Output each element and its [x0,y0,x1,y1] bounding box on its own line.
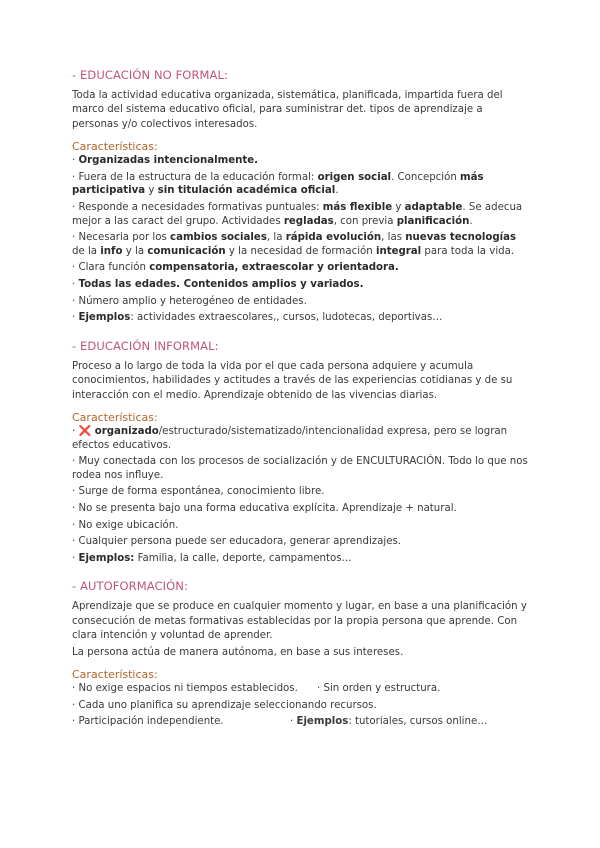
item-text: · Cualquier persona puede ser educadora, generar aprendizajes. [72,536,402,548]
item-text: , la [266,232,286,244]
list-item [72,535,528,549]
list-item [72,295,528,309]
characteristics-row [72,715,528,729]
list-item [72,552,528,566]
section-heading: - AUTOFORMACIÓN: [72,579,188,594]
item-text: . Se adecua mejor a las caract del grupo. Actividades [72,202,523,227]
bullet: · [290,716,297,728]
item-text: · Clara función [72,262,150,274]
characteristics-heading: Características: [72,140,158,154]
bold-term: cambios sociales [170,232,267,244]
list-item [72,519,528,533]
list-item [72,171,528,198]
item-text: · [72,155,79,167]
item-text: · Número amplio y heterogéneo de entidades. [72,295,307,307]
item-text: y [145,185,158,197]
item-text: · [72,312,79,324]
cross-icon: ❌ [78,425,95,437]
section-intro-2: La persona actúa de manera autónoma, en base a sus intereses. [72,646,404,658]
list-item: · No exige espacios ni tiempos establecidos. [72,682,298,694]
characteristics-row [72,682,528,696]
item-text: Familia, la calle, deporte, campamentos… [134,552,352,564]
bold-term: sin titulación académica oficial [157,185,336,197]
section-intro: Toda la actividad educativa organizada, sistemática, planificada, impartida fuera del marco del sistema educativo oficial, para suministrar det. tipos de aprendizaje a personas y/o colectivos interesados. [72,90,503,130]
item-text: · [72,425,79,437]
list-item [72,231,528,258]
list-item [72,485,528,499]
section-intro: Aprendizaje que se produce en cualquier momento y lugar, en base a una planificación y consecución de metas formativas establecidas por la propia persona que aprende. Con clara intención y voluntad de aprender. [72,601,527,642]
characteristics-list [72,154,528,325]
section-autoformacion [72,579,528,728]
item-text: y la [122,245,148,257]
item-text: . [469,215,473,227]
list-item: · Cada uno planifica su aprendizaje seleccionando recursos. [72,699,377,711]
list-item [72,311,528,325]
list-item [72,278,528,292]
list-item [290,715,487,729]
section-educacion-no-formal [72,68,528,325]
item-text: · Necesaria por los [72,232,171,244]
item-text: · Fuera de la estructura de la educación formal: [72,171,318,183]
item-text: , con previa [333,215,397,227]
bold-term: organizado [94,425,159,437]
bold-term: regladas [283,215,334,227]
list-item [72,154,528,168]
item-text: de la [72,245,101,257]
list-item [72,455,528,482]
bold-term: adaptable [404,202,463,213]
item-text: · Surge de forma espontánea, conocimiento libre. [72,486,325,498]
bold-term: compensatoria, extraescolar y orientadora. [149,262,399,274]
bold-term: más flexible [322,202,393,213]
bold-term: Ejemplos [296,716,349,728]
bold-term: info [100,245,123,257]
bold-term: integral [375,245,422,257]
section-heading: - EDUCACIÓN NO FORMAL: [72,68,229,82]
section-educacion-informal [72,339,528,566]
list-item [72,201,528,228]
item-text: · Responde a necesidades formativas puntuales: [72,202,323,213]
item-text: · No se presenta bajo una forma educativa explícita. Aprendizaje + natural. [72,502,457,514]
item-text: y [392,202,405,213]
item-text: : tutoriales, cursos online… [348,716,488,728]
characteristics-heading: Características: [72,667,158,681]
item-text: y la necesidad de formación [225,245,376,257]
list-item: · Sin orden y estructura. [317,682,441,694]
item-text: · [72,552,79,564]
item-text: /estructurado/sistematizado/intencionalidad expresa, pero se logran efectos educativos. [72,425,508,451]
section-intro: Proceso a lo largo de toda la vida por el que cada persona adquiere y acumula conocimientos, habilidades y actitudes a través de las experiencias cotidianas y de su interacción con el medio. Aprendizaje obtenido de las vivencias diarias. [72,360,513,401]
item-text: · No exige ubicación. [72,519,179,531]
bold-term: más participativa [72,171,484,197]
bold-term: comunicación [147,245,226,257]
item-text: , las [381,232,406,244]
bold-term: Ejemplos [78,312,131,324]
item-text: . Concepción [391,171,461,183]
item-text: : actividades extraescolares,, cursos, ludotecas, deportivas… [130,312,443,324]
bold-term: planificación [396,215,470,227]
characteristics-list [72,425,528,565]
list-item: · Participación independiente. [72,716,224,728]
bold-term: Ejemplos: [78,552,135,564]
section-heading: - EDUCACIÓN INFORMAL: [72,338,219,353]
bold-term: rápida evolución [285,232,382,244]
bold-term: Organizadas intencionalmente. [78,155,259,167]
item-text: . [335,185,339,197]
item-text: para toda la vida. [421,245,515,257]
list-item [72,425,528,452]
bold-term: Todas las edades. Contenidos amplios y variados. [78,278,364,290]
item-text: · Muy conectada con los procesos de socialización y de ENCULTURACIÓN. Todo lo que nos rodea nos influye. [72,456,528,481]
item-text: · [72,278,79,290]
list-item [72,261,528,275]
characteristics-heading: Características: [72,410,158,424]
list-item [72,502,528,516]
bold-term: nuevas tecnologías [405,232,517,244]
bold-term: origen social [317,171,392,183]
